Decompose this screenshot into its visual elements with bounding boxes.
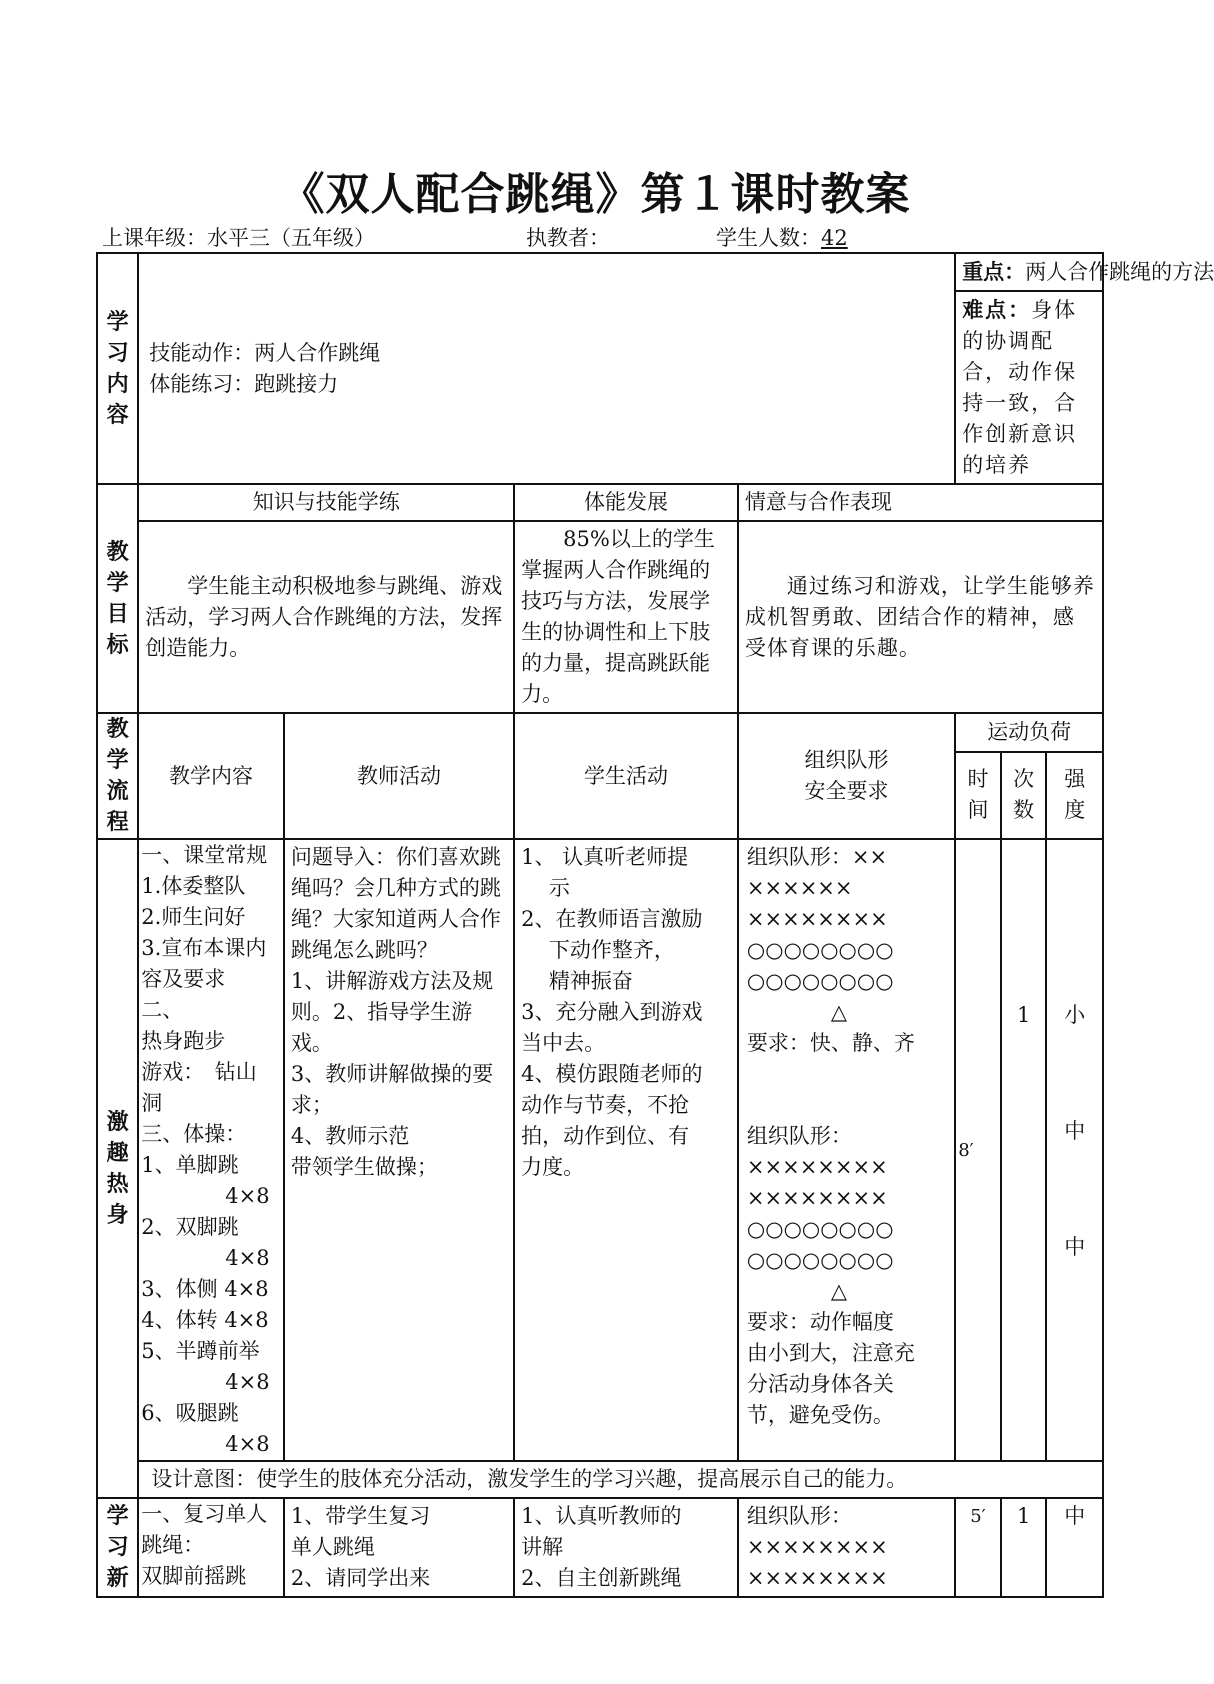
goal-fitness-text: 85%以上的学生掌握两人合作跳绳的技巧与方法，发展学生的协调性和上下肢的力量，提高跳跃能力。 <box>514 521 738 713</box>
header-exercise-load: 运动负荷 <box>955 713 1103 752</box>
warmup-time: 8′ <box>955 839 1001 1461</box>
learn-time: 5′ <box>955 1498 1001 1597</box>
teaching-flow-label: 教 学 流 程 <box>97 713 138 839</box>
learn-organization: 组织队形： ×××××××× ×××××××× <box>738 1498 955 1597</box>
warmup-count: 1 <box>1001 839 1047 1461</box>
warmup-label: 激 趣 热 身 <box>97 839 138 1498</box>
goal-header-attitude: 情意与合作表现 <box>738 484 1103 521</box>
learn-new-label: 学 习 新 <box>97 1498 138 1597</box>
warmup-content: 一、课堂常规 1.体委整队 2.师生问好 3.宣布本课内 容及要求 二、 热身跑步 游戏： 钻山 洞 三、体操： 1、单脚跳 4×8 2、双脚跳 4×8 3、体侧 4×8 4、体转 4×8 5、半蹲前举 4×8 6、吸腿跳 4×8 <box>138 839 284 1461</box>
warmup-teacher-activity: 问题导入：你们喜欢跳绳吗？会几种方式的跳绳？大家知道两人合作跳绳怎么跳吗？ 1、讲解游戏方法及规则。2、指导学生游戏。 3、教师讲解做操的要求； 4、教师示范 带领学生做操； <box>284 839 514 1461</box>
learn-student-activity: 1、认真听教师的 讲解 2、自主创新跳绳 <box>514 1498 738 1597</box>
goal-attitude-text: 通过练习和游戏，让学生能够养成机智勇敢、团结合作的精神，感受体育课的乐趣。 <box>738 521 1103 713</box>
difficulty-text: 身体的协调配合，动作保持一致，合作创新意识的培养 <box>962 298 1078 477</box>
warmup-intensity-3: 中 <box>1064 1235 1086 1259</box>
page-title: 《双人配合跳绳》第１课时教案 <box>280 169 911 220</box>
student-count-label: 学生人数： <box>716 226 821 250</box>
goal-header-knowledge: 知识与技能学练 <box>138 484 514 521</box>
header-student-activity: 学生活动 <box>514 713 738 839</box>
learning-content-label: 学 习 内 容 <box>97 253 138 484</box>
learn-content: 一、复习单人 跳绳： 双脚前摇跳 <box>138 1498 284 1597</box>
difficulty <box>955 291 1103 484</box>
header-organization: 组织队形 安全要求 <box>738 713 955 839</box>
header-time: 时 间 <box>955 752 1001 839</box>
header-count: 次 数 <box>1001 752 1047 839</box>
warmup-organization: 组织队形：×× ×××××× ×××××××× ○○○○○○○○ ○○○○○○○○ △ 要求：快、静、齐 组织队形： ×××××××× ×××××××× ○○○○○○○○ ○○○○○○○○ △ 要求：动作幅度 由小到大，注意充 分活动身体各关 节，避免受伤。 <box>738 839 955 1461</box>
warmup-student-activity: 1、 认真听老师提 示 2、在教师语言激励 下动作整齐， 精神振奋 3、充分融入到游戏 当中去。 4、模仿跟随老师的 动作与节奏，不抢 拍，动作到位、有 力度。 <box>514 839 738 1461</box>
warmup-intensity-2: 中 <box>1064 1119 1086 1143</box>
goal-knowledge-text: 学生能主动积极地参与跳绳、游戏活动，学习两人合作跳绳的方法，发挥创造能力。 <box>138 521 514 713</box>
learn-count: 1 <box>1001 1498 1047 1597</box>
warmup-intensity-1: 小 <box>1064 1003 1086 1027</box>
student-count-info <box>716 222 848 252</box>
key-point-text: 两人合作跳绳的方法 <box>1025 260 1214 284</box>
lesson-plan-table <box>96 252 1214 1598</box>
key-point-label: 重点： <box>962 259 1026 284</box>
difficulty-label: 难点： <box>962 297 1032 322</box>
goal-header-fitness: 体能发展 <box>514 484 738 521</box>
teaching-goals-label: 教 学 目 标 <box>97 484 138 713</box>
grade-info: 上课年级：水平三（五年级） <box>102 226 375 250</box>
warmup-design-intent: 设计意图：使学生的肢体充分活动，激发学生的学习兴趣，提高展示自己的能力。 <box>138 1461 1103 1498</box>
learn-intensity: 中 <box>1046 1498 1103 1597</box>
header-intensity: 强 度 <box>1046 752 1103 839</box>
key-point <box>955 253 1214 291</box>
header-teaching-content: 教学内容 <box>138 713 284 839</box>
learning-content-skills: 技能动作：两人合作跳绳 体能练习：跑跳接力 <box>138 253 955 484</box>
teacher-info: 执教者： <box>526 226 610 250</box>
learn-teacher-activity: 1、带学生复习 单人跳绳 2、请同学出来 <box>284 1498 514 1597</box>
header-teacher-activity: 教师活动 <box>284 713 514 839</box>
warmup-intensity <box>1046 839 1103 1461</box>
student-count-value: 42 <box>821 226 848 250</box>
